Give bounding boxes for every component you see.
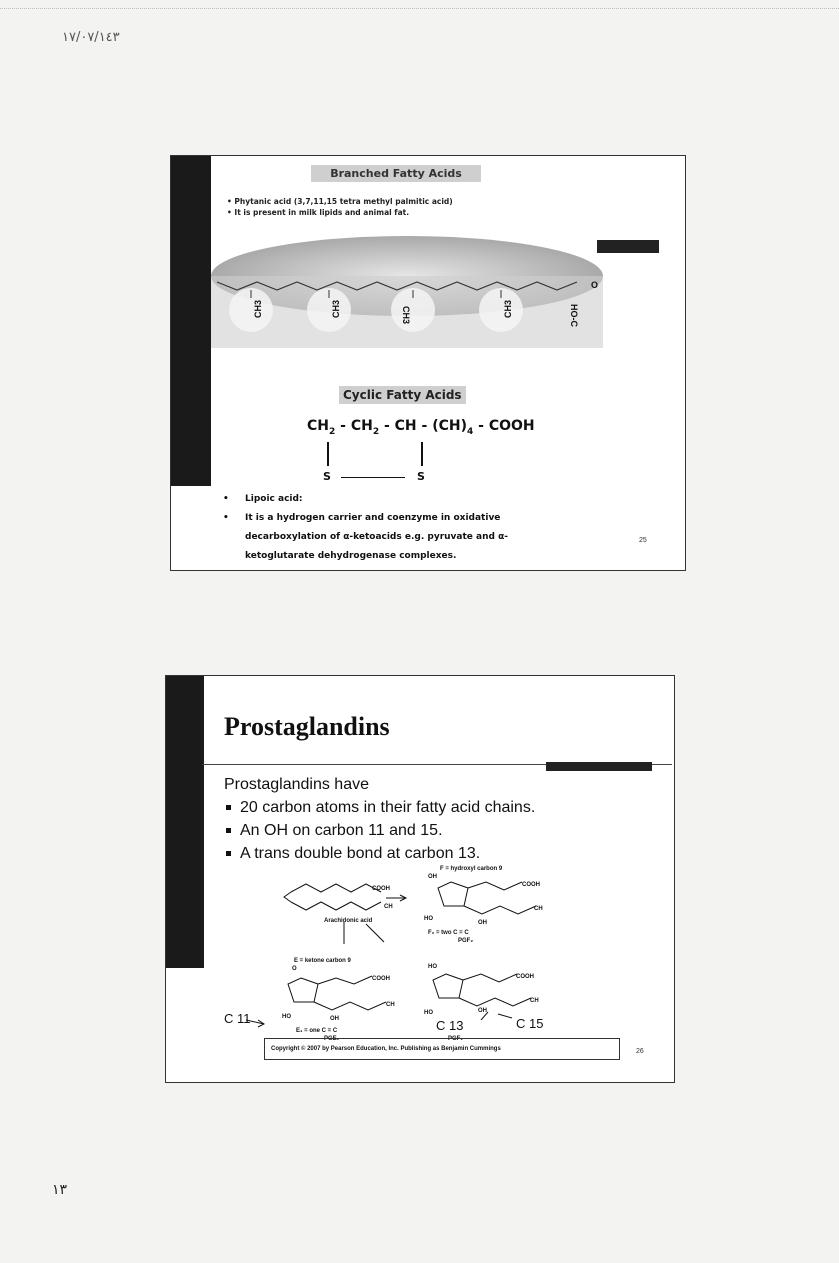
- diagram-label: OH: [478, 1008, 487, 1014]
- diagram-label: COOH: [372, 886, 390, 892]
- diagram-label: PGF₁: [448, 1036, 463, 1042]
- disulfide-bond: [341, 477, 405, 478]
- diagram-label: HO: [424, 1010, 433, 1016]
- methyl-label: CH3: [331, 299, 341, 318]
- diagram-label: HO: [424, 916, 433, 922]
- bullet-item: • It is a hydrogen carrier and coenzyme in oxidative: [223, 513, 501, 523]
- slide-number: 26: [636, 1048, 644, 1055]
- bullet-list: [227, 196, 453, 218]
- bond-line: [327, 442, 329, 466]
- intro-text: Prostaglandins have: [224, 776, 369, 793]
- scan-top-edge: [0, 8, 839, 13]
- bullet-continuation: ketoglutarate dehydrogenase complexes.: [245, 551, 457, 561]
- diagram-label: OH: [428, 874, 437, 880]
- methyl-label: CH3: [503, 299, 513, 318]
- bullet-item: 20 carbon atoms in their fatty acid chains.: [224, 796, 535, 819]
- sulfur-atom: S: [417, 470, 425, 483]
- header-date: ١٧/٠٧/١٤٣: [62, 30, 120, 45]
- slide-title: Branched Fatty Acids: [311, 165, 481, 182]
- oxygen-label: O: [591, 280, 599, 290]
- slide-number: 25: [639, 537, 647, 544]
- diagram-label: CH: [384, 904, 393, 910]
- slide-branched-fatty-acids: [170, 155, 686, 571]
- diagram-label: HO: [282, 1014, 291, 1020]
- slide-title: Prostaglandins: [224, 712, 390, 741]
- diagram-label: OH: [478, 920, 487, 926]
- decorative-tab: [597, 240, 659, 253]
- diagram-label: F₂ = two C = C: [428, 930, 469, 936]
- carbon-13-label: C 13: [436, 1018, 464, 1033]
- title-divider-accent: [546, 762, 652, 771]
- bullet-item: An OH on carbon 11 and 15.: [224, 819, 535, 842]
- diagram-label: OH: [330, 1016, 339, 1022]
- sulfur-atom: S: [323, 470, 331, 483]
- diagram-label: COOH: [516, 974, 534, 980]
- carbon-15-label: C 15: [516, 1016, 544, 1031]
- slide-sidebar: [166, 676, 204, 968]
- diagram-label: E₁ = one C = C: [296, 1028, 338, 1034]
- diagram-label: CH: [530, 998, 539, 1004]
- lipoic-acid-formula: $CH_2 - CH_2$ - CH - $(CH)_4$ - COOH: [307, 418, 535, 437]
- bond-line: [421, 442, 423, 466]
- lipoic-acid-notes: [223, 490, 508, 566]
- page-number: ١٣: [52, 1182, 68, 1198]
- bullet-item: A trans double bond at carbon 13.: [224, 842, 535, 865]
- copyright-notice: Copyright © 2007 by Pearson Education, Inc. Publishing as Benjamin Cummings: [264, 1038, 620, 1060]
- diagram-label: F = hydroxyl carbon 9: [440, 866, 503, 872]
- diagram-label: CH: [534, 906, 543, 912]
- carbon-11-label: C 11: [224, 1011, 251, 1026]
- diagram-label: CH: [386, 1002, 395, 1008]
- bullet-item: • Phytanic acid (3,7,11,15 tetra methyl palmitic acid): [227, 197, 453, 206]
- slide-subtitle: Cyclic Fatty Acids: [339, 386, 466, 404]
- slide-prostaglandins: [165, 675, 675, 1083]
- diagram-label: COOH: [522, 882, 540, 888]
- diagram-label: E = ketone carbon 9: [294, 958, 351, 964]
- diagram-label: COOH: [372, 976, 390, 982]
- bullet-item: • Lipoic acid:: [223, 494, 303, 504]
- slide-sidebar: [171, 156, 211, 486]
- bullet-continuation: decarboxylation of α-ketoacids e.g. pyruvate and α-: [245, 532, 508, 542]
- diagram-label: PGE₁: [324, 1036, 340, 1042]
- diagram-label: O: [292, 966, 297, 972]
- carboxyl-label: HO-C: [569, 304, 579, 327]
- bullet-item: • It is present in milk lipids and animal fat.: [227, 208, 410, 217]
- diagram-label: Arachidonic acid: [324, 918, 373, 924]
- methyl-label: CH3: [401, 306, 411, 325]
- prostaglandin-structures-diagram: [206, 862, 646, 1052]
- phytanic-acid-molecule-image: [211, 236, 603, 348]
- methyl-label: CH3: [253, 299, 263, 318]
- slide-body: [224, 773, 535, 865]
- diagram-label: PGF₂: [458, 938, 473, 944]
- diagram-label: HO: [428, 964, 437, 970]
